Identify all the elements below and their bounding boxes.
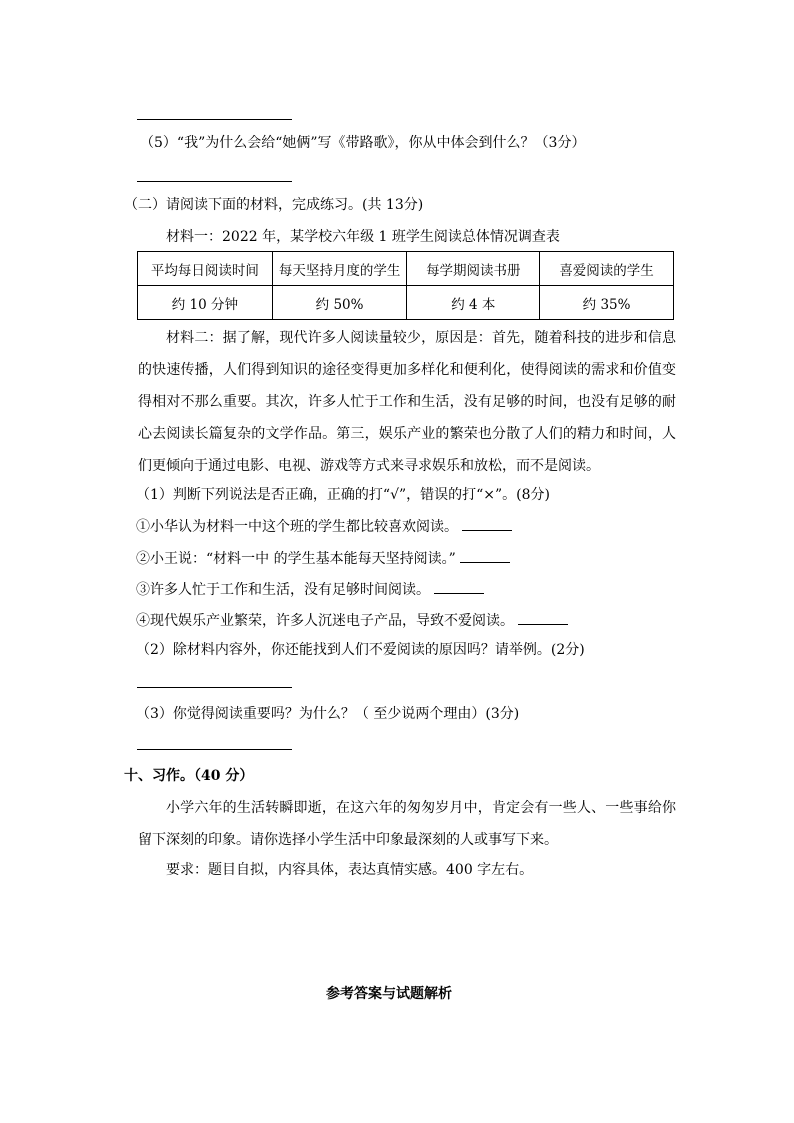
answer-line-q5 <box>137 181 292 182</box>
judgement-1 <box>136 516 512 537</box>
judgement-4-text: ④现代娱乐产业繁荣，许多人沉迷电子产品，导致不爱阅读。 <box>136 613 514 629</box>
survey-table <box>137 251 674 320</box>
question-3: （3）你觉得阅读重要吗？为什么？（ 至少说两个理由）(3分) <box>136 706 520 722</box>
question-5: （5）“我”为什么会给“她俩”写《带路歌》，你从中体会到什么？（3分） <box>140 135 586 151</box>
table-header-row <box>138 252 674 286</box>
table-header-cell: 每学期阅读书册 <box>407 252 540 286</box>
answer-line-q3 <box>137 749 292 750</box>
judgement-2-text: ②小王说：“材料一中 的学生基本能每天坚持阅读。” <box>136 551 456 567</box>
judgement-1-text: ①小华认为材料一中这个班的学生都比较喜欢阅读。 <box>136 519 458 535</box>
judgement-2 <box>136 548 510 569</box>
judgement-2-blank[interactable] <box>460 548 510 563</box>
composition-prompt: 小学六年的生活转瞬即逝，在这六年的匆匆岁月中，肯定会有一些人、一些事给你留下深刻的印象。请你选择小学生活中印象最深刻的人或事写下来。 <box>138 800 676 848</box>
answer-line-q2 <box>137 687 292 688</box>
section-10-heading: 十、习作。（40 分） <box>124 768 254 784</box>
table-cell: 约 10 分钟 <box>138 286 273 320</box>
composition-requirement: 要求：题目自拟，内容具体，表达真情实感。400 字左右。 <box>166 862 534 878</box>
judgement-4-blank[interactable] <box>518 610 568 625</box>
table-header-cell: 喜爱阅读的学生 <box>540 252 674 286</box>
answer-line-q4 <box>137 119 292 120</box>
judgement-3 <box>136 579 484 600</box>
judgement-3-text: ③许多人忙于工作和生活，没有足够时间阅读。 <box>136 582 430 598</box>
question-2: （2）除材料内容外，你还能找到人们不爱阅读的原因吗？请举例。(2分) <box>136 642 585 658</box>
material-2-paragraph: 材料二：据了解，现代许多人阅读量较少，原因是：首先，随着科技的进步和信息的快速传播，人们得到知识的途径变得更加多样化和便利化，使得阅读的需求和价值变得相对不那么重要。其次，许多人忙于工作和生活，没有足够的时间，也没有足够的耐心去阅读长篇复杂的文学作品。第三，娱乐产业的繁荣也分散了人们的精力和时间，人们更倾向于通过电影、电视、游戏等方式来寻求娱乐和放松，而不是阅读。 <box>138 330 676 474</box>
table-cell: 约 35% <box>540 286 674 320</box>
judgement-3-blank[interactable] <box>434 579 484 594</box>
section-2-heading: （二）请阅读下面的材料，完成练习。(共 13分) <box>124 197 424 213</box>
table-header-cell: 每天坚持月度的学生 <box>272 252 407 286</box>
judgement-1-blank[interactable] <box>462 516 512 531</box>
answers-title: 参考答案与试题解析 <box>326 986 452 1002</box>
judgement-4 <box>136 610 568 631</box>
table-cell: 约 4 本 <box>407 286 540 320</box>
table-row <box>138 286 674 320</box>
table-cell: 约 50% <box>272 286 407 320</box>
table-header-cell: 平均每日阅读时间 <box>138 252 273 286</box>
question-1: （1）判断下列说法是否正确，正确的打“√”，错误的打“×”。(8分) <box>136 487 551 503</box>
material-1-title: 材料一：2022 年，某学校六年级 1 班学生阅读总体情况调查表 <box>166 229 560 245</box>
